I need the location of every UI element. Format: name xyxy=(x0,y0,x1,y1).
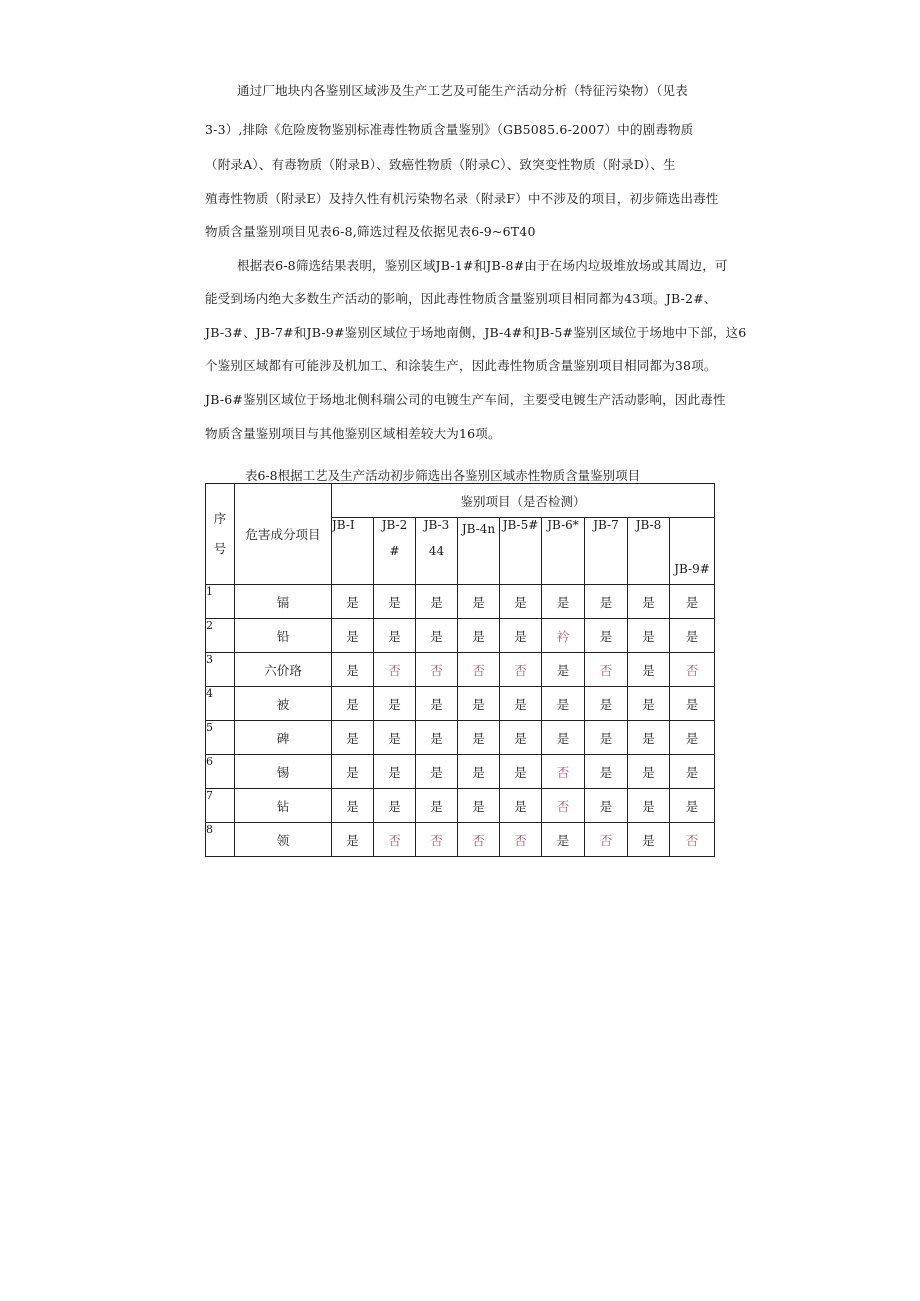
cell-jb-5: 是 xyxy=(500,755,542,789)
item-header: 危害成分项目 xyxy=(235,484,332,585)
cell-jb-7: 是 xyxy=(585,755,628,789)
cell-jb-2: 是 xyxy=(374,687,416,721)
column-header-jb-4 xyxy=(458,518,500,585)
row-seq: 3 xyxy=(206,653,235,687)
column-header-line-2: # xyxy=(389,544,400,558)
column-header-line-2: 44 xyxy=(428,544,445,558)
paragraph-1-line-5: 物质含量鉴别项目见表6-8,筛选过程及依据见表6-9~6T40 xyxy=(205,224,536,239)
cell-jb-9: 否 xyxy=(670,653,715,687)
cell-jb-1: 是 xyxy=(332,823,374,857)
cell-jb-8: 是 xyxy=(628,789,670,823)
seq-header-bottom: 号 xyxy=(213,541,227,556)
paragraph-2-line-4: 个鉴别区域都有可能涉及机加工、和涂装生产，因此毒性物质含量鉴别项目相同都为38项。 xyxy=(205,358,717,373)
cell-jb-6: 是 xyxy=(542,653,585,687)
row-item-name: 钻 xyxy=(235,789,332,823)
cell-jb-8: 是 xyxy=(628,653,670,687)
cell-jb-3: 否 xyxy=(416,653,458,687)
cell-jb-8: 是 xyxy=(628,721,670,755)
cell-jb-3: 是 xyxy=(416,721,458,755)
table-row xyxy=(206,789,715,823)
row-item-name: 六价珞 xyxy=(235,653,332,687)
cell-jb-2: 是 xyxy=(374,619,416,653)
cell-jb-2: 否 xyxy=(374,823,416,857)
paragraph-1-line-2: 3-3）,排除《危险废物鉴别标准毒性物质含量鉴别》（GB5085.6-2007）中的剧毒物质 xyxy=(205,122,694,137)
seq-header xyxy=(206,484,235,585)
row-item-name: 锡 xyxy=(235,755,332,789)
column-header-line-2 xyxy=(500,532,541,544)
cell-jb-1: 是 xyxy=(332,653,374,687)
cell-jb-9: 否 xyxy=(670,823,715,857)
row-seq: 4 xyxy=(206,687,235,721)
column-header-line-2 xyxy=(585,532,627,544)
column-header-jb-3 xyxy=(416,518,458,585)
column-header-jb-5 xyxy=(500,518,542,585)
cell-jb-5: 否 xyxy=(500,823,542,857)
cell-jb-4: 是 xyxy=(458,789,500,823)
cell-jb-7: 否 xyxy=(585,653,628,687)
table-row xyxy=(206,687,715,721)
column-header-line-1: JB-I xyxy=(332,518,355,532)
cell-jb-9: 是 xyxy=(670,755,715,789)
cell-jb-3: 是 xyxy=(416,687,458,721)
cell-jb-4: 是 xyxy=(458,619,500,653)
cell-jb-5: 否 xyxy=(500,653,542,687)
cell-jb-4: 是 xyxy=(458,721,500,755)
cell-jb-2: 否 xyxy=(374,653,416,687)
column-header-jb-8 xyxy=(628,518,670,585)
cell-jb-2: 是 xyxy=(374,789,416,823)
cell-jb-9: 是 xyxy=(670,721,715,755)
cell-jb-2: 是 xyxy=(374,721,416,755)
column-header-line-1: JB-7 xyxy=(593,518,619,532)
cell-jb-1: 是 xyxy=(332,721,374,755)
cell-jb-4: 否 xyxy=(458,653,500,687)
paragraph-2-line-5: JB-6#鉴别区域位于场地北侧科瑞公司的电镀生产车间，主要受电镀生产活动影响，因此毒性 xyxy=(205,392,726,407)
column-header-line-1: JB-6* xyxy=(547,518,579,532)
column-header-line-2: JB-9# xyxy=(674,562,710,576)
cell-jb-9: 是 xyxy=(670,619,715,653)
row-seq: 5 xyxy=(206,721,235,755)
cell-jb-3: 是 xyxy=(416,789,458,823)
paragraph-2-line-1: 根据表6-8筛选结果表明，鉴别区域JB-1#和JB-8#由于在场内垃圾堆放场或其周边，可 xyxy=(237,258,728,273)
cell-jb-1: 是 xyxy=(332,755,374,789)
row-seq: 1 xyxy=(206,585,235,619)
paragraph-2-line-3: JB-3#、JB-7#和JB-9#鉴别区域位于场地南侧，JB-4#和JB-5#鉴别区域位于场地中下部，这6 xyxy=(205,325,747,340)
cell-jb-7: 是 xyxy=(585,789,628,823)
column-header-line-2 xyxy=(542,532,584,544)
row-seq: 2 xyxy=(206,619,235,653)
column-header-jb-9 xyxy=(670,518,715,585)
column-header-jb-1 xyxy=(332,518,374,585)
row-seq: 7 xyxy=(206,789,235,823)
table-row xyxy=(206,755,715,789)
table-row xyxy=(206,653,715,687)
cell-jb-6: 否 xyxy=(542,755,585,789)
cell-jb-7: 是 xyxy=(585,585,628,619)
table-row xyxy=(206,823,715,857)
cell-jb-5: 是 xyxy=(500,585,542,619)
cell-jb-1: 是 xyxy=(332,687,374,721)
table-body xyxy=(206,585,715,857)
cell-jb-3: 是 xyxy=(416,755,458,789)
table-row xyxy=(206,585,715,619)
cell-jb-4: 否 xyxy=(458,823,500,857)
cell-jb-6: 是 xyxy=(542,823,585,857)
row-seq: 6 xyxy=(206,755,235,789)
paragraph-2-line-6: 物质含量鉴别项目与其他鉴别区域相差较大为16项。 xyxy=(205,426,501,441)
row-item-name: 被 xyxy=(235,687,332,721)
column-header-line-1: JB-2 xyxy=(381,518,408,532)
column-header-line-1: JB-3 xyxy=(423,518,450,532)
cell-jb-6: 是 xyxy=(542,687,585,721)
paragraph-2-line-2: 能受到场内绝大多数生产活动的影响，因此毒性物质含量鉴别项目相同都为43项。JB-2#、 xyxy=(205,291,717,306)
cell-jb-3: 是 xyxy=(416,585,458,619)
cell-jb-4: 是 xyxy=(458,755,500,789)
cell-jb-8: 是 xyxy=(628,619,670,653)
cell-jb-4: 是 xyxy=(458,585,500,619)
cell-jb-1: 是 xyxy=(332,619,374,653)
cell-jb-9: 是 xyxy=(670,789,715,823)
column-header-line-2 xyxy=(628,532,669,544)
cell-jb-8: 是 xyxy=(628,687,670,721)
cell-jb-7: 否 xyxy=(585,823,628,857)
cell-jb-1: 是 xyxy=(332,789,374,823)
row-item-name: 镉 xyxy=(235,585,332,619)
cell-jb-5: 是 xyxy=(500,687,542,721)
column-header-line-1: JB-8 xyxy=(635,518,662,532)
cell-jb-3: 否 xyxy=(416,823,458,857)
column-header-line-1: JB-4n xyxy=(461,522,496,536)
cell-jb-7: 是 xyxy=(585,721,628,755)
cell-jb-2: 是 xyxy=(374,585,416,619)
cell-jb-2: 是 xyxy=(374,755,416,789)
cell-jb-6: 是 xyxy=(542,721,585,755)
cell-jb-5: 是 xyxy=(500,789,542,823)
cell-jb-9: 是 xyxy=(670,585,715,619)
paragraph-1-line-3: （附录A）、有毒物质（附录B）、致癌性物质（附录C）、致突变性物质（附录D）、生 xyxy=(205,157,676,172)
column-header-jb-2 xyxy=(374,518,416,585)
cell-jb-9: 是 xyxy=(670,687,715,721)
cell-jb-7: 是 xyxy=(585,687,628,721)
row-item-name: 领 xyxy=(235,823,332,857)
cell-jb-5: 是 xyxy=(500,619,542,653)
cell-jb-8: 是 xyxy=(628,823,670,857)
cell-jb-8: 是 xyxy=(628,755,670,789)
cell-jb-3: 是 xyxy=(416,619,458,653)
column-header-line-1: JB-5# xyxy=(502,518,539,532)
paragraph-1-line-4: 殖毒性物质（附录E）及持久性有机污染物名录（附录F）中不涉及的项目，初步筛选出毒性 xyxy=(205,191,719,206)
cell-jb-6: 是 xyxy=(542,585,585,619)
column-header-jb-6 xyxy=(542,518,585,585)
column-header-line-2 xyxy=(332,532,373,544)
row-item-name: 碑 xyxy=(235,721,332,755)
cell-jb-7: 是 xyxy=(585,619,628,653)
row-seq: 8 xyxy=(206,823,235,857)
table-row xyxy=(206,721,715,755)
cell-jb-4: 是 xyxy=(458,687,500,721)
paragraph-1-line-1: 通过厂地块内各鉴别区域涉及生产工艺及可能生产活动分析（特征污染物）（见表 xyxy=(237,83,688,98)
seq-header-top: 序 xyxy=(213,511,227,526)
table-caption: 表6-8根据工艺及生产活动初步筛选出各鉴别区域赤性物质含量鉴别项目 xyxy=(245,468,641,483)
cell-jb-6: 衿 xyxy=(542,619,585,653)
column-header-line-2 xyxy=(458,536,499,548)
column-header-jb-7 xyxy=(585,518,628,585)
table-row xyxy=(206,619,715,653)
cell-jb-6: 否 xyxy=(542,789,585,823)
row-item-name: 铅 xyxy=(235,619,332,653)
group-header: 鉴别项目（是否检测） xyxy=(332,484,715,518)
cell-jb-5: 是 xyxy=(500,721,542,755)
cell-jb-8: 是 xyxy=(628,585,670,619)
cell-jb-1: 是 xyxy=(332,585,374,619)
screening-table xyxy=(205,483,715,857)
